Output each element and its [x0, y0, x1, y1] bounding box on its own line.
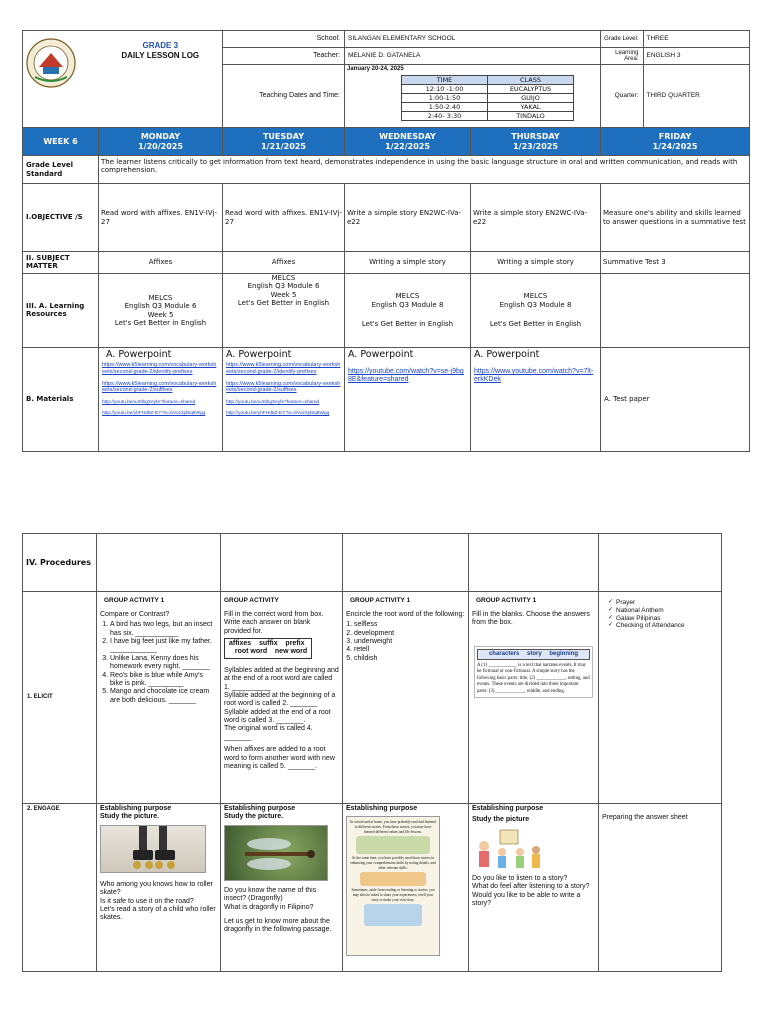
- engage-text: Who among you knows how to roller skate? Is it safe to use it on the road? Let's read a story of a child who roller skates.: [100, 880, 216, 922]
- engage-sub: Study the picture: [472, 816, 530, 824]
- objective-mon: Read word with affixes. EN1V-IVj-27: [99, 184, 223, 252]
- engage-title: Establishing purpose: [224, 805, 296, 812]
- children-reading-image: [356, 836, 430, 854]
- subject-fri: Summative Test 3: [601, 252, 750, 274]
- powerpoint-label: A. Powerpoint: [474, 349, 540, 360]
- activity-item: 2. I have big feet just like my father. ____________: [110, 638, 217, 655]
- engage-tue: [221, 804, 343, 972]
- storytelling-image: [472, 828, 546, 872]
- activity-list: [346, 621, 465, 663]
- day-name: FRIDAY: [658, 131, 692, 141]
- engage-thu: [469, 804, 599, 972]
- elicit-tue: [221, 592, 343, 804]
- activity-list: [100, 621, 217, 705]
- activity-title: GROUP ACTIVITY 1: [476, 597, 537, 604]
- checklist: [608, 599, 718, 630]
- material-link[interactable]: http://youtu.be/uJnlbgSeyfe?feature=shared: [102, 399, 196, 405]
- schedule-header: CLASS: [488, 76, 574, 85]
- day-name: MONDAY: [140, 131, 181, 141]
- resources-mon: [99, 274, 223, 348]
- res-line: Week 5: [147, 310, 174, 319]
- activity-text: Syllable added at the end of a root word is called 3. _______.: [224, 708, 331, 725]
- res-line: English Q3 Module 6: [124, 302, 197, 311]
- resources-label: III. A. Learning Resources: [23, 274, 99, 348]
- elicit-fri: [599, 592, 722, 804]
- school-label: School:: [223, 31, 345, 48]
- activity-item: 3. underweight: [354, 638, 465, 646]
- material-link[interactable]: https://www.k5learning.com/vocabulary-worksheets/second-grade-2/suffixes: [102, 381, 217, 394]
- word-box: [477, 649, 590, 660]
- engage-sub: Study the picture.: [100, 813, 160, 821]
- activity-intro: Fill in the blanks. Choose the answers from the box.: [472, 610, 590, 627]
- res-line: English Q3 Module 8: [371, 300, 444, 309]
- day-date: 1/22/2025: [385, 141, 430, 151]
- children-image: [360, 872, 426, 886]
- engage-label: 2. ENGAGE: [23, 804, 97, 972]
- schedule-time: 1:50-2:40: [402, 103, 488, 112]
- engage-fri: Preparing the answer sheet: [599, 804, 722, 972]
- activity-intro: Compare or Contrast?: [100, 610, 170, 618]
- day-monday: [99, 128, 223, 156]
- materials-fri: A. Test paper: [601, 348, 750, 452]
- word: affixes: [229, 639, 252, 647]
- activity-title: GROUP ACTIVITY 1: [104, 597, 165, 604]
- grade-title: GRADE 3: [142, 41, 179, 50]
- check-item: ✓ Prayer: [608, 599, 718, 607]
- grade-level: THREE: [646, 35, 669, 43]
- title-block: [99, 31, 223, 128]
- children-story-icon: [472, 828, 546, 872]
- materials-thu: [471, 348, 601, 452]
- week-name: WEEK 6: [43, 136, 78, 146]
- word: root word: [234, 648, 268, 656]
- schedule-class: TINDALO: [488, 112, 574, 121]
- procedures-table: [22, 533, 722, 972]
- engage-q: What is dragonfly in Filipino?: [224, 903, 314, 911]
- quarter-label: Quarter:: [601, 65, 643, 127]
- infographic-text: At the same time, you have possibly used those stories in enhancing your comprehension skills by noting details, and other relevant skills.: [350, 856, 436, 870]
- standard-label: Grade Level Standard: [23, 156, 99, 184]
- day-date: 1/24/2025: [652, 141, 698, 151]
- res-line: English Q3 Module 8: [499, 300, 572, 309]
- engage-title: Establishing purpose: [100, 805, 172, 812]
- subject-label: II. SUBJECT MATTER: [23, 252, 99, 274]
- engage-mon: [97, 804, 221, 972]
- resources-wed: [345, 274, 471, 348]
- activity-title: GROUP ACTIVITY 1: [350, 597, 411, 604]
- material-link[interactable]: https://www.k5learning.com/vocabulary-worksheets/second-grade-2/identify-prefixes: [102, 362, 217, 375]
- day-tuesday: [223, 128, 345, 156]
- reading-child-image: [364, 904, 422, 926]
- exercise-text: A (1) ____________ is a text that narrates events. It may be fictional or non-fictional. A simple story has the following basic parts: title, (2) ____________, setting, and events. These events are divided into three important parts: (3) ____________, middle, and ending.: [477, 662, 590, 694]
- subject-thu: Writing a simple story: [471, 252, 601, 274]
- res-line: Let's Get Better in English: [489, 320, 582, 329]
- activity-intro: Encircle the root word of the following:: [346, 610, 465, 618]
- activity-text: When affixes are added to a root word to form another word with new meaning is called 5. _______.: [224, 746, 335, 771]
- grade-level-label: Grade Level:: [601, 31, 643, 47]
- activity-item: 5. childish: [354, 655, 465, 663]
- activity-title: GROUP ACTIVITY: [224, 597, 279, 604]
- word: characters: [488, 650, 520, 657]
- check-item: ✓ Galaw Pilipinas: [608, 615, 718, 623]
- materials-mon: [99, 348, 223, 452]
- activity-text: The original word is called 4. _______: [224, 725, 313, 741]
- subject-mon: Affixes: [99, 252, 223, 274]
- schedule-class: EUCALYPTUS: [488, 85, 574, 94]
- teacher-name: MELANIE D. GATANELA: [345, 48, 601, 65]
- activity-item: 1. A bird has two legs, but an insect has six. ___________: [110, 621, 217, 638]
- infographic-text: Sometimes, aside from reading or listening to stories, you may also be asked to share your experiences, retell your story or make your own story.: [351, 888, 435, 902]
- res-line: MELCS: [271, 274, 296, 282]
- engage-title: Establishing purpose: [472, 805, 544, 812]
- res-line: English Q3 Module 6: [247, 282, 320, 291]
- powerpoint-label: A. Powerpoint: [226, 349, 292, 360]
- materials-wed: [345, 348, 471, 452]
- activity-item: 1. selfless: [354, 621, 465, 629]
- schedule-class: YAKAL: [488, 103, 574, 112]
- res-line: Let's Get Better in English: [237, 299, 330, 308]
- learning-area-label: Learning Area:: [601, 48, 643, 64]
- log-title: DAILY LESSON LOG: [121, 50, 200, 60]
- day-name: WEDNESDAY: [379, 131, 436, 141]
- day-thursday: [471, 128, 601, 156]
- material-link[interactable]: https://www.youtube.com/watch?v=7lt-erkKDek: [474, 368, 594, 384]
- dragonfly-image: [224, 825, 328, 881]
- day-date: 1/21/2025: [261, 141, 306, 151]
- learning-area: ENGLISH 3: [646, 52, 681, 60]
- resources-thu: [471, 274, 601, 348]
- school-logo: [23, 31, 99, 128]
- roller-skate-icon: [101, 826, 207, 874]
- material-link[interactable]: http://youtu.be/yhFHd5Z-EY?si=bVoz3j4bq8Wgq: [226, 411, 330, 417]
- objective-thu: Write a simple story EN2WC-IVa-e22: [471, 184, 601, 252]
- word-box: [224, 638, 312, 659]
- engage-wed: [343, 804, 469, 972]
- res-line: MELCS: [523, 292, 548, 301]
- res-line: Week 5: [270, 290, 297, 299]
- objective-tue: Read word with affixes. EN1V-IVj-27: [223, 184, 345, 252]
- schedule-table: [401, 75, 574, 121]
- activity-item: 4. Reo's bike is blue while Amy's bike is pink. _________: [110, 672, 217, 689]
- engage-text: Do you like to listen to a story? What do feel after listening to a story? Would you like to be able to write a story?: [472, 874, 590, 907]
- school-name: SILANGAN ELEMENTARY SCHOOL: [345, 31, 601, 48]
- dates-text: January 20-24, 2025: [347, 66, 404, 72]
- day-date: 1/23/2025: [513, 141, 558, 151]
- check-item: ✓ Checking of Attendance: [608, 622, 718, 630]
- objective-fri: Measure one's ability and skills learned to answer questions in a summative test: [601, 184, 750, 252]
- word: suffix: [258, 639, 278, 647]
- materials-label: B. Materials: [23, 348, 99, 452]
- engage-q: Do you know the name of this insect? (Dragonfly): [224, 886, 317, 903]
- powerpoint-label: A. Powerpoint: [106, 349, 172, 360]
- material-link[interactable]: https://www.k5learning.com/vocabulary-worksheets/second-grade-2/suffixes: [226, 381, 341, 394]
- elicit-label: 1. ELICIT: [23, 592, 97, 804]
- material-link[interactable]: http://youtu.be/uJnlbgSeyfe?feature=shared: [226, 399, 320, 405]
- exercise-image: [474, 646, 593, 699]
- standard-text: The learner listens critically to get information from text heard, demonstrates independence in using the basic language structure in oral and written communication, and reads with comprehension.: [99, 156, 750, 184]
- dragonfly-icon: [225, 826, 329, 882]
- elicit-wed: [343, 592, 469, 804]
- procedures-label: IV. Procedures: [23, 534, 97, 592]
- elicit-mon: [97, 592, 221, 804]
- activity-text: Syllable added at the beginning of a root word is called 2. _______: [224, 691, 336, 708]
- activity-text: Syllables added at the beginning and at the end of a root word are called 1. __________: [224, 666, 339, 691]
- activity-intro: Fill in the correct word from box. Write each answer on blank provided for.: [224, 610, 324, 635]
- word: beginning: [549, 650, 579, 657]
- teacher-label: Teacher:: [223, 48, 345, 65]
- schedule-header: TIME: [402, 76, 488, 85]
- day-date: 1/20/2025: [138, 141, 183, 151]
- activity-item: 5. Mango and chocolate ice cream are both delicious. _______: [110, 688, 217, 705]
- res-line: Let's Get Better in English: [361, 320, 454, 329]
- school-seal-icon: [25, 37, 77, 89]
- res-line: MELCS: [395, 292, 420, 301]
- purpose-infographic: [346, 816, 440, 956]
- week-label: [23, 128, 99, 156]
- res-line: MELCS: [148, 293, 173, 302]
- res-line: Let's Get Better in English: [114, 318, 207, 327]
- activity-item: 2. development: [354, 630, 465, 638]
- word: new word: [274, 648, 308, 656]
- quarter: THIRD QUARTER: [646, 92, 700, 100]
- powerpoint-label: A. Powerpoint: [348, 349, 414, 360]
- roller-skate-image: [100, 825, 206, 873]
- material-link[interactable]: http://youtu.be/yhFHd5Z-EY?si=bVoz3j4bq8Wgq: [102, 411, 206, 417]
- materials-tue: [223, 348, 345, 452]
- dates-label: Teaching Dates and Time:: [223, 65, 345, 128]
- objectives-label: I.OBJECTIVE /S: [23, 184, 99, 252]
- material-link[interactable]: https://www.k5learning.com/vocabulary-worksheets/second-grade-2/identify-prefixes: [226, 362, 341, 375]
- objective-wed: Write a simple story EN2WC-IVa-e22: [345, 184, 471, 252]
- schedule-time: 12:10 -1:00: [402, 85, 488, 94]
- subject-tue: Affixes: [223, 252, 345, 274]
- schedule-time: 2:40- 3:30: [402, 112, 488, 121]
- schedule-class: GUIJO: [488, 94, 574, 103]
- lesson-log-table: [22, 30, 750, 452]
- schedule-time: 1:00-1:50: [402, 94, 488, 103]
- infographic-text: In school and at home, you have probably read and listened to different stories. From those stories, you may have learned different values and life lessons.: [350, 820, 436, 834]
- day-wednesday: [345, 128, 471, 156]
- resources-tue: [223, 274, 345, 348]
- word: prefix: [285, 639, 305, 647]
- engage-q: Let us get to know more about the dragonfly in the following passage.: [224, 917, 332, 934]
- subject-wed: Writing a simple story: [345, 252, 471, 274]
- elicit-thu: [469, 592, 599, 804]
- engage-sub: Study the picture.: [224, 813, 284, 821]
- dates-cell: [345, 65, 601, 128]
- resources-fri: [601, 274, 750, 348]
- activity-item: 3. Unlike Lana, Kenny does his homework every night. _______: [110, 655, 217, 672]
- engage-title: Establishing purpose: [346, 805, 418, 812]
- material-link[interactable]: https://youtube.com/watch?v=se-j9bg8E&feature=shared: [348, 368, 464, 384]
- day-friday: [601, 128, 750, 156]
- activity-item: 4. retell: [354, 646, 465, 654]
- check-item: ✓ National Anthem: [608, 607, 718, 615]
- day-name: TUESDAY: [262, 131, 305, 141]
- day-name: THURSDAY: [511, 131, 560, 141]
- word: story: [527, 650, 542, 657]
